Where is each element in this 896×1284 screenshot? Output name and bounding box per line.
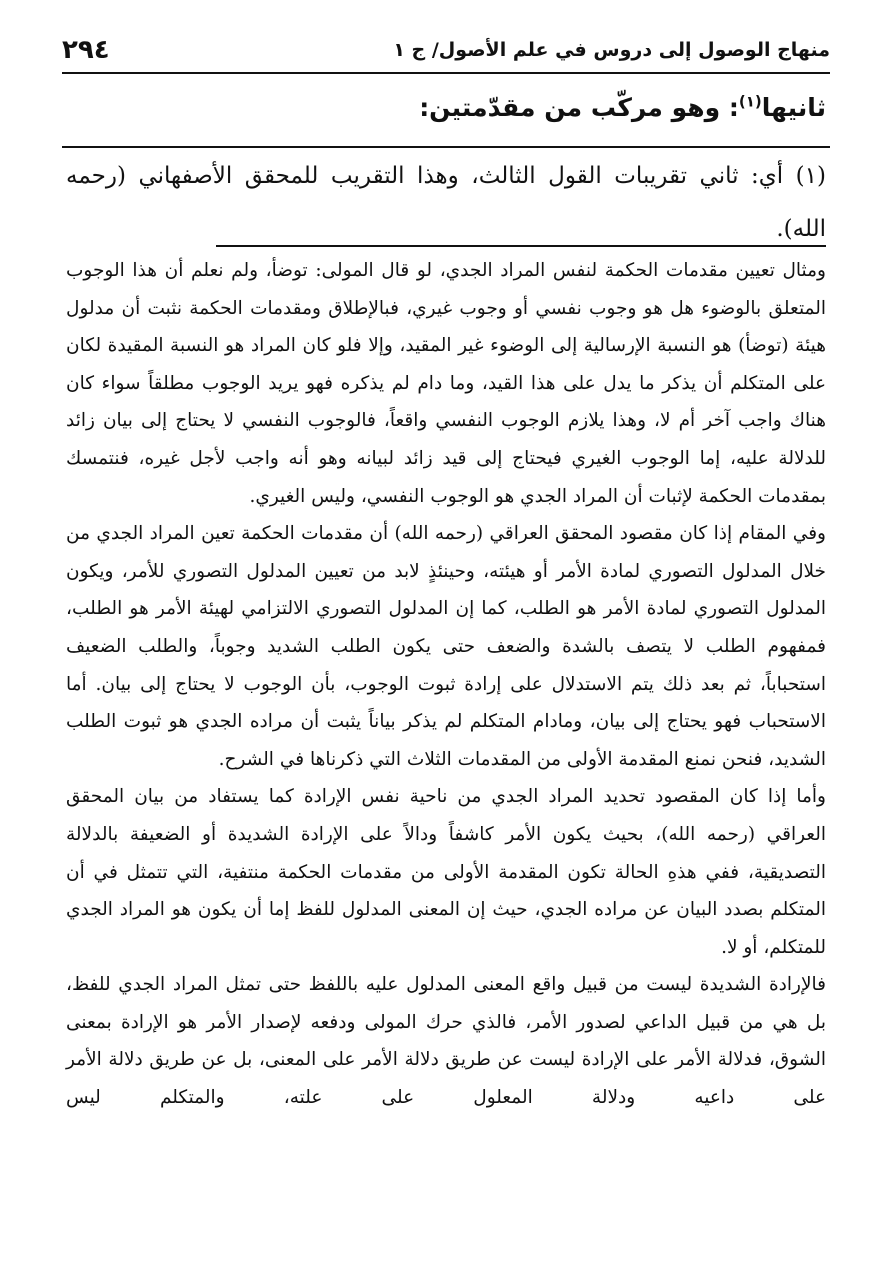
footnote-divider — [62, 146, 830, 148]
header-divider — [62, 72, 830, 74]
heading-text: ثانيها — [761, 93, 826, 122]
commentary-paragraph: ومثال تعيين مقدمات الحكمة لنفس المراد الجدي، لو قال المولى: توضأ، ولم نعلم أن هذا الوجوب المتعلق بالوضوء هل هو وجوب نفسي أو وجوب غيري، فبالإطلاق ومقدمات الحكمة نثبت أن مدلول هيئة (توضأ) هو النسبة الإرسالية إلى الوضوء غير المقيد، وإلا فلو كان المراد هو النسبة المقيدة لكان على المتكلم أن يذكر ما يدل على هذا القيد، وما دام لم يذكره فهو يريد الوجوب مطلقاً سواء كان هناك واجب آخر أم لا، وهذا يلازم الوجوب النفسي واقعاً، فالوجوب النفسي لا يحتاج إلى بيان زائد للدلالة عليه، إما الوجوب الغيري فيحتاج إلى قيد زائد لبيانه وهو أنه واجب لأجل غيره، فنتمسك بمقدمات الحكمة لإثبات أن المراد الجدي هو الوجوب النفسي، وليس الغيري. — [66, 260, 826, 507]
footnote: (١) أي: ثاني تقريبات القول الثالث، وهذا التقريب للمحقق الأصفهاني (رحمه الله). — [66, 163, 826, 242]
commentary-paragraph: وأما إذا كان المقصود تحديد المراد الجدي من ناحية نفس الإرادة كما يستفاد من بيان المحقق العراقي (رحمه الله)، بحيث يكون الأمر كاشفاً ودالاً على الإرادة الشديدة أو الضعيفة بالدلالة التصديقية، ففي هذهِ الحالة تكون المقدمة الأولى من مقدمات الحكمة منتفية، التي تتمثل في أن المتكلم بصدد البيان عن مراده الجدي، حيث إن المعنى المدلول للفظ إما أن يكون هو المراد الجدي للمتكلم، أو لا. — [66, 786, 826, 958]
footnote-marker: (١) — [738, 92, 762, 111]
commentary-body — [66, 252, 826, 1117]
header-title: منهاج الوصول إلى دروس في علم الأصول/ ج ١ — [393, 39, 830, 61]
page-number: ٢٩٤ — [62, 35, 110, 65]
commentary-divider — [216, 245, 826, 247]
commentary-paragraph: فالإرادة الشديدة ليست من قبيل واقع المعنى المدلول عليه باللفظ حتى تمثل المراد الجدي للفظ، بل هي من قبيل الداعي لصدور الأمر، فالذي حرك المولى ودفعه لإصدار الأمر هو الإرادة بمعنى الشوق، فدلالة الأمر على الإرادة ليست عن طريق دلالة الأمر على المعنى، بل عن طريق دلالة الأمر على داعيه ودلالة المعلول على علته، والمتكلم ليس — [66, 974, 826, 1109]
section-heading — [62, 86, 826, 130]
commentary-paragraph: وفي المقام إذا كان مقصود المحقق العراقي (رحمه الله) أن مقدمات الحكمة تعين المراد الجدي من خلال المدلول التصوري لمادة الأمر أو هيئته، وحينئذٍ لابد من تعيين المدلول التصوري للأمر، ويكون المدلول التصوري لمادة الأمر هو الطلب، كما إن المدلول التصوري الالتزامي لهيئة الأمر هو الطلب، فمفهوم الطلب لا يتصف بالشدة والضعف حتى يكون الطلب الشديد وجوباً، والطلب الضعيف استحباباً، ثم بعد ذلك يتم الاستدلال على إرادة ثبوت الوجوب، بأن الوجوب لا يحتاج إلى بيان. أما الاستحباب فهو يحتاج إلى بيان، ومادام المتكلم لم يذكر بياناً يثبت أن مراده الجدي هو ثبوت الطلب الشديد، فنحن نمنع المقدمة الأولى من المقدمات الثلاث التي ذكرناها في الشرح. — [66, 523, 826, 770]
heading-rest: : وهو مركّب من مقدّمتين: — [419, 93, 739, 122]
running-header — [62, 30, 830, 70]
